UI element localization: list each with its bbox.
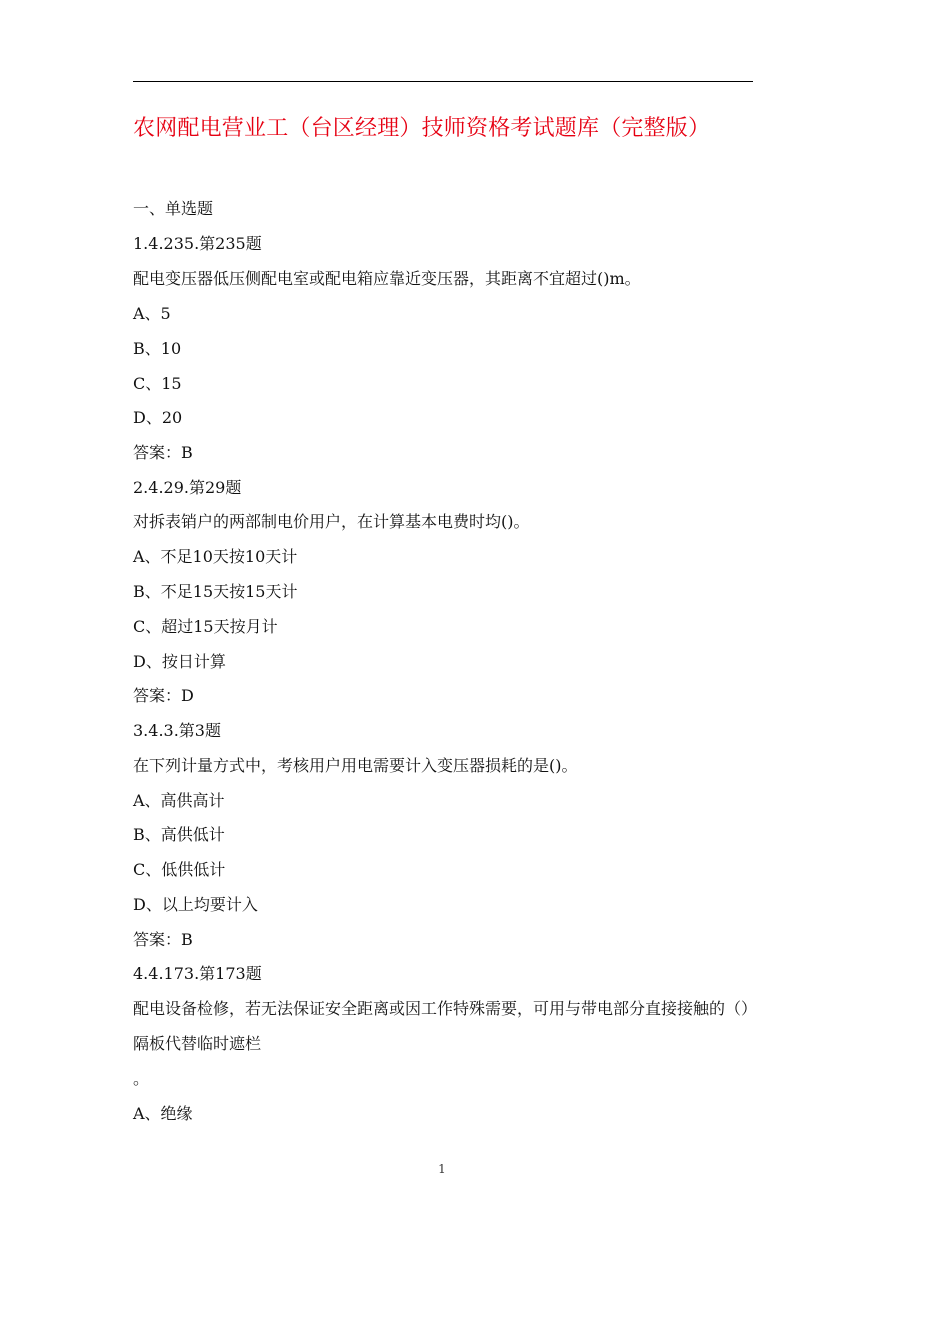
- question-3-option-c: C、低供低计: [133, 860, 226, 879]
- question-2-option-a: A、不足10天按10天计: [133, 547, 298, 566]
- question-1-number: 1.4.235.第235题: [133, 234, 262, 253]
- question-1-answer: 答案：B: [133, 443, 193, 462]
- document-title: 农网配电营业工（台区经理）技师资格考试题库（完整版）: [133, 116, 711, 141]
- header-rule: [133, 81, 753, 82]
- question-3-option-b: B、高供低计: [133, 825, 225, 844]
- question-4-option-a: A、绝缘: [133, 1104, 193, 1123]
- question-1-option-b: B、10: [133, 339, 182, 358]
- question-2-option-c: C、超过15天按月计: [133, 617, 278, 636]
- question-1-text: 配电变压器低压侧配电室或配电箱应靠近变压器，其距离不宜超过()m。: [133, 269, 641, 288]
- question-2-number: 2.4.29.第29题: [133, 478, 242, 497]
- question-2-answer: 答案：D: [133, 686, 194, 705]
- question-2-text: 对拆表销户的两部制电价用户，在计算基本电费时均()。: [133, 512, 530, 531]
- question-2-option-d: D、按日计算: [133, 652, 226, 671]
- question-4-text-tail: 。: [133, 1069, 150, 1088]
- section-heading: 一、单选题: [133, 199, 214, 218]
- question-1-option-c: C、15: [133, 374, 182, 393]
- question-2-option-b: B、不足15天按15天计: [133, 582, 298, 601]
- question-4-number: 4.4.173.第173题: [133, 964, 262, 983]
- question-3-option-a: A、高供高计: [133, 791, 225, 810]
- question-4-text: 配电设备检修，若无法保证安全距离或因工作特殊需要，可用与带电部分直接接触的（）隔板代替临时遮栏: [133, 999, 758, 1053]
- page-number: 1: [438, 1162, 446, 1176]
- question-3-number: 3.4.3.第3题: [133, 721, 221, 740]
- question-3-option-d: D、以上均要计入: [133, 895, 258, 914]
- question-3-text: 在下列计量方式中，考核用户用电需要计入变压器损耗的是()。: [133, 756, 578, 775]
- question-1-option-d: D、20: [133, 408, 183, 427]
- question-1-option-a: A、5: [133, 304, 171, 323]
- question-3-answer: 答案：B: [133, 930, 193, 949]
